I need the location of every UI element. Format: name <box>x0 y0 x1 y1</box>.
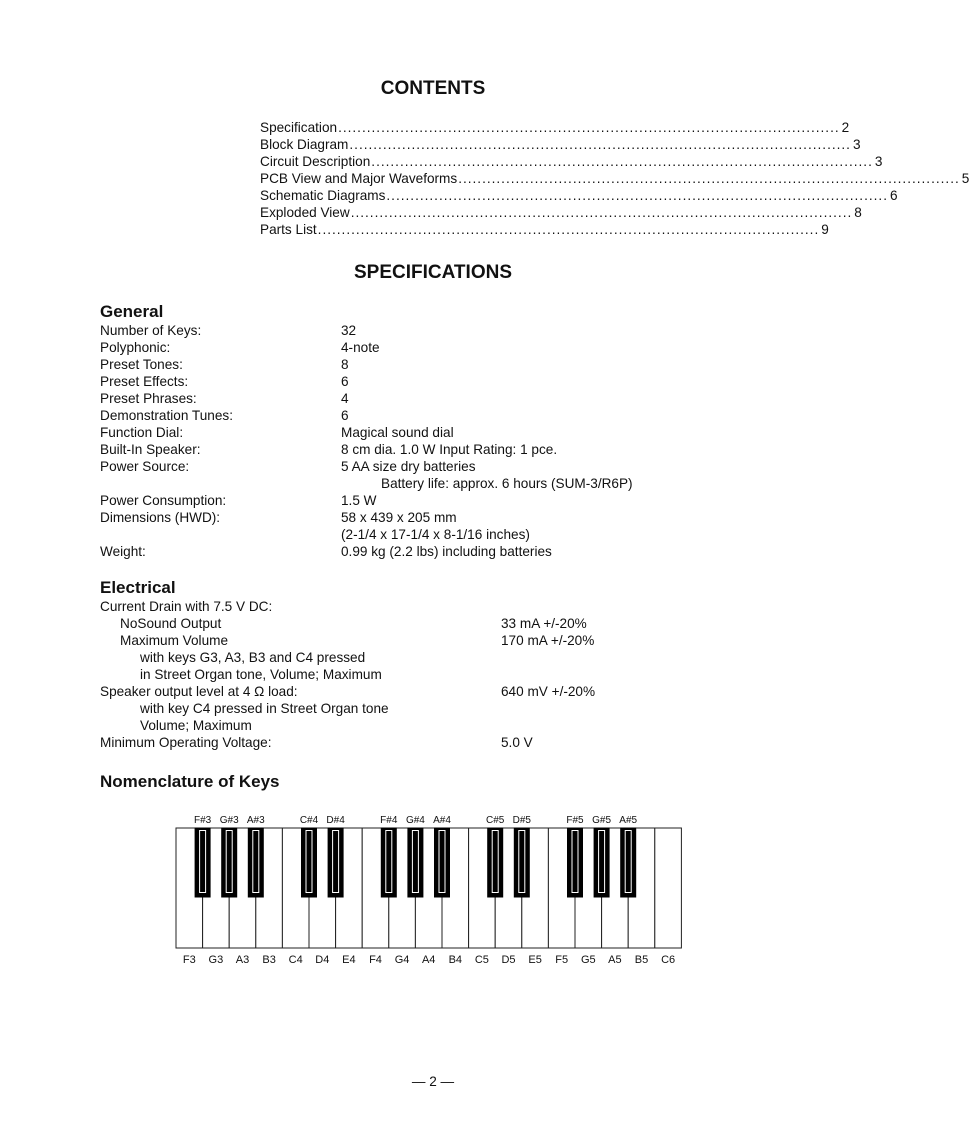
black-key-label: F#5 <box>566 815 584 826</box>
general-heading: General <box>100 302 164 321</box>
black-key-inner <box>626 831 631 892</box>
spec-value: 5.0 V <box>501 735 533 750</box>
black-key-label: A#5 <box>619 815 638 826</box>
spec-note: in Street Organ tone, Volume; Maximum <box>140 667 382 682</box>
spec-label: NoSound Output <box>120 616 222 631</box>
white-key-label: A3 <box>235 954 250 966</box>
toc-page: 2 <box>841 120 850 135</box>
white-key-label: B3 <box>262 954 276 966</box>
nomenclature-heading: Nomenclature of Keys <box>100 772 280 791</box>
white-key <box>655 828 682 948</box>
spec-label: Demonstration Tunes: <box>100 408 233 423</box>
toc-entry <box>260 170 969 187</box>
white-key-label: C4 <box>288 954 303 966</box>
toc-page: 5 <box>961 171 969 186</box>
spec-label: Preset Effects: <box>100 374 189 389</box>
spec-label: Preset Phrases: <box>100 391 197 406</box>
black-key-inner <box>599 831 604 892</box>
white-key-label: G3 <box>208 954 224 966</box>
white-key-label: C6 <box>661 954 676 966</box>
black-key-inner <box>493 831 498 892</box>
toc-entry <box>260 153 883 170</box>
spec-value-continuation: Battery life: approx. 6 hours (SUM-3/R6P) <box>381 476 633 491</box>
spec-value: 0.99 kg (2.2 lbs) including batteries <box>341 544 552 559</box>
spec-note: with key C4 pressed in Street Organ tone <box>140 701 389 716</box>
spec-value: 640 mV +/-20% <box>501 684 596 699</box>
page-number: — 2 — <box>411 1074 455 1089</box>
black-key-inner <box>253 831 258 892</box>
black-key-inner <box>307 831 312 892</box>
white-key-label: E5 <box>528 954 542 966</box>
white-key-label: D4 <box>315 954 330 966</box>
white-key-label: E4 <box>342 954 356 966</box>
black-key-inner <box>200 831 205 892</box>
black-key-label: A#4 <box>433 815 451 826</box>
toc-entry <box>260 187 898 204</box>
white-key-label: B4 <box>448 954 463 966</box>
spec-note: with keys G3, A3, B3 and C4 pressed <box>140 650 366 665</box>
spec-label: Weight: <box>100 544 146 559</box>
black-key-inner <box>386 831 391 892</box>
white-key-label: G5 <box>580 954 596 966</box>
white-key-label: B5 <box>634 954 649 966</box>
black-key-label: A#3 <box>246 815 265 826</box>
spec-value: 8 cm dia. 1.0 W Input Rating: 1 pce. <box>341 442 558 457</box>
toc-label: Circuit Description <box>260 154 371 169</box>
spec-value: 33 mA +/-20% <box>501 616 587 631</box>
keyboard-diagram <box>0 808 866 968</box>
black-key-label: F#3 <box>193 815 212 826</box>
toc-leader: ......................................................................................................... <box>317 222 820 237</box>
black-key-label: G#3 <box>219 815 239 826</box>
black-key-inner <box>227 831 232 892</box>
spec-value: 4-note <box>341 340 380 355</box>
spec-value-continuation: (2-1/4 x 17-1/4 x 8-1/16 inches) <box>341 527 530 542</box>
spec-label: Polyphonic: <box>100 340 171 355</box>
toc-page: 8 <box>854 205 862 220</box>
spec-note: Volume; Maximum <box>140 718 252 733</box>
spec-value: 32 <box>341 323 357 338</box>
toc-label: Specification <box>260 120 338 135</box>
black-key-label: C#4 <box>299 815 319 826</box>
toc-leader: ......................................................................................................... <box>371 154 873 169</box>
toc-page: 3 <box>852 137 861 152</box>
specifications-title: SPECIFICATIONS <box>354 262 512 283</box>
black-key-label: G#4 <box>405 815 425 826</box>
spec-label: Preset Tones: <box>100 357 183 372</box>
black-key-inner <box>519 831 524 892</box>
black-key-label: C#5 <box>486 815 505 826</box>
spec-label: Built-In Speaker: <box>100 442 201 457</box>
spec-value: 6 <box>341 408 349 423</box>
white-key-label: G4 <box>394 954 410 966</box>
spec-label: Power Consumption: <box>100 493 227 508</box>
toc-entry <box>260 136 861 153</box>
spec-label: Power Source: <box>100 459 190 474</box>
toc-page: 9 <box>821 222 829 237</box>
spec-value: 5 AA size dry batteries <box>341 459 476 474</box>
spec-label: Maximum Volume <box>120 633 229 648</box>
toc-leader: ......................................................................................................... <box>350 205 853 220</box>
black-key-label: F#4 <box>380 815 398 826</box>
toc-leader: ......................................................................................................... <box>386 188 888 203</box>
spec-label: Number of Keys: <box>100 323 202 338</box>
spec-value: 58 x 439 x 205 mm <box>341 510 457 525</box>
spec-value: 8 <box>341 357 349 372</box>
black-key-inner <box>573 831 578 892</box>
black-key-label: D#5 <box>512 815 531 826</box>
toc-leader: ......................................................................................................... <box>349 137 851 152</box>
white-key-label: F5 <box>555 954 569 966</box>
toc-label: PCB View and Major Waveforms <box>260 171 458 186</box>
spec-label: Current Drain with 7.5 V DC: <box>100 599 273 614</box>
spec-value: 170 mA +/-20% <box>501 633 595 648</box>
white-key-label: D5 <box>501 954 516 966</box>
toc-label: Schematic Diagrams <box>260 188 386 203</box>
spec-value: 4 <box>341 391 349 406</box>
toc-leader: ......................................................................................................... <box>458 171 960 186</box>
toc-label: Exploded View <box>260 205 350 220</box>
toc-entry <box>260 221 829 238</box>
black-key-inner <box>333 831 338 892</box>
toc-label: Parts List <box>260 222 317 237</box>
spec-label: Dimensions (HWD): <box>100 510 221 525</box>
black-key-inner <box>440 831 445 892</box>
black-key-label: D#4 <box>326 815 345 826</box>
toc-entry <box>260 204 862 221</box>
black-key-label: G#5 <box>592 815 612 826</box>
toc-page: 6 <box>889 188 898 203</box>
electrical-heading: Electrical <box>100 578 176 597</box>
contents-title: CONTENTS <box>380 78 486 99</box>
toc-entry <box>260 119 850 136</box>
spec-label: Minimum Operating Voltage: <box>100 735 272 750</box>
white-key-label: F3 <box>182 954 196 966</box>
toc-page: 3 <box>874 154 883 169</box>
white-key-label: A5 <box>608 954 622 966</box>
spec-value: 6 <box>341 374 349 389</box>
spec-value: 1.5 W <box>341 493 377 508</box>
toc-leader: ......................................................................................................... <box>338 120 840 135</box>
toc-label: Block Diagram <box>260 137 349 152</box>
spec-value: Magical sound dial <box>341 425 454 440</box>
black-key-inner <box>413 831 418 892</box>
spec-label: Function Dial: <box>100 425 184 440</box>
white-key-label: F4 <box>369 954 382 966</box>
white-key-label: A4 <box>421 954 436 966</box>
white-key-label: C5 <box>474 954 489 966</box>
spec-label: Speaker output level at 4 Ω load: <box>100 684 298 699</box>
